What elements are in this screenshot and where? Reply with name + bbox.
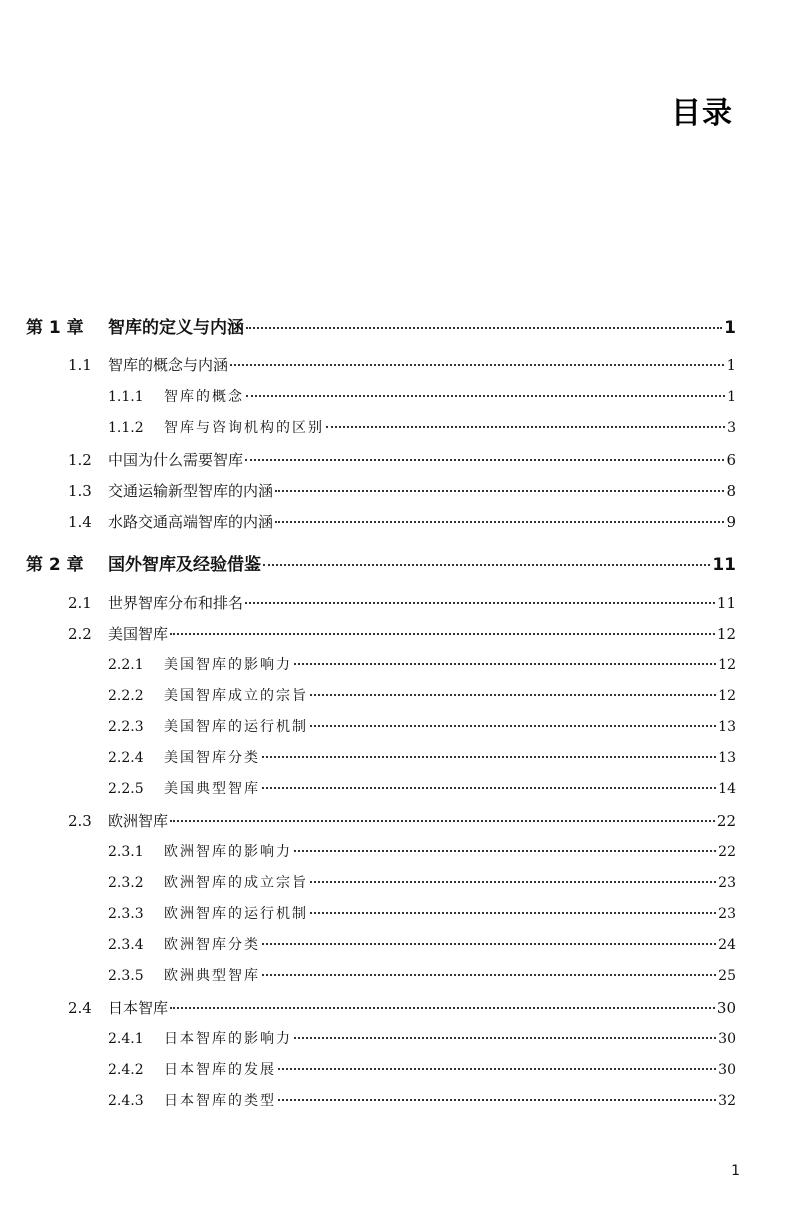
dot-leader [275, 521, 724, 523]
toc-entry-subsection [108, 652, 736, 678]
toc-entry-subsection [108, 415, 736, 441]
toc-entry-page: 23 [718, 906, 736, 922]
dot-leader [278, 1099, 716, 1101]
toc-entry-page: 30 [718, 1031, 736, 1047]
toc-entry-page: 11 [712, 555, 736, 575]
toc-entry-section [68, 447, 736, 473]
toc-entry-number: 2.4.2 [108, 1062, 144, 1078]
toc-entry-title: 美国智库的影响力 [164, 657, 292, 673]
dot-leader [310, 912, 716, 914]
toc-entry-number: 2.4.3 [108, 1093, 144, 1109]
toc-entry-number: 2.3.3 [108, 906, 144, 922]
toc-entry-subsection [108, 963, 736, 989]
dot-leader [310, 694, 716, 696]
dot-leader [310, 881, 716, 883]
toc-entry-page: 30 [718, 1062, 736, 1078]
dot-leader [278, 1068, 716, 1070]
toc-entry-title: 水路交通高端智库的内涵 [108, 513, 274, 531]
toc-entry-number: 2.2 [68, 625, 92, 643]
page-title: 目录 [671, 96, 733, 131]
toc-entry-number: 1.3 [68, 482, 92, 500]
toc-entry-title: 美国典型智库 [164, 781, 260, 797]
dot-leader [170, 633, 715, 635]
dot-leader [246, 395, 725, 397]
toc-entry-number: 1.2 [68, 451, 92, 469]
toc-entry-chapter [26, 315, 736, 341]
dot-leader [170, 820, 715, 822]
toc-entry-page: 22 [716, 812, 736, 830]
toc-entry-number: 1.4 [68, 513, 92, 531]
toc-entry-page: 12 [716, 625, 736, 643]
toc-entry-title: 欧洲智库的运行机制 [164, 906, 308, 922]
toc-entry-section [68, 995, 736, 1021]
toc-entry-number: 2.3 [68, 812, 92, 830]
toc-entry-page: 3 [727, 420, 736, 436]
page-number: 1 [731, 1163, 740, 1179]
toc-entry-subsection [108, 714, 736, 740]
toc-entry-section [68, 478, 736, 504]
dot-leader [170, 1007, 715, 1009]
toc-entry-number: 2.3.2 [108, 875, 144, 891]
toc-entry-subsection [108, 1088, 736, 1114]
toc-entry-title: 智库的定义与内涵 [108, 318, 244, 338]
toc-entry-subsection [108, 932, 736, 958]
dot-leader [230, 364, 724, 366]
toc-entry-page: 12 [718, 688, 736, 704]
toc-entry-number: 2.2.1 [108, 657, 144, 673]
toc-entry-title: 欧洲智库分类 [164, 937, 260, 953]
dot-leader [262, 756, 716, 758]
toc-entry-title: 日本智库的影响力 [164, 1031, 292, 1047]
toc-entry-number: 2.3.5 [108, 968, 144, 984]
toc-entry-title: 美国智库的运行机制 [164, 719, 308, 735]
toc-entry-title: 交通运输新型智库的内涵 [108, 482, 274, 500]
toc-entry-title: 中国为什么需要智库 [108, 451, 244, 469]
toc-entry-number: 2.2.5 [108, 781, 144, 797]
toc-entry-page: 32 [718, 1093, 736, 1109]
toc-entry-number: 2.2.4 [108, 750, 144, 766]
toc-entry-subsection [108, 870, 736, 896]
toc-entry-number: 2.2.2 [108, 688, 144, 704]
toc-entry-title: 国外智库及经验借鉴 [108, 555, 261, 575]
toc-entry-title: 欧洲智库的影响力 [164, 844, 292, 860]
toc-entry-section [68, 621, 736, 647]
toc-entry-number: 2.3.1 [108, 844, 144, 860]
toc-entry-subsection [108, 745, 736, 771]
toc-entry-section [68, 590, 736, 616]
toc-entry-subsection [108, 1057, 736, 1083]
toc-entry-subsection [108, 683, 736, 709]
toc-entry-page: 30 [716, 999, 736, 1017]
toc-entry-subsection [108, 384, 736, 410]
dot-leader [262, 974, 716, 976]
toc-entry-subsection [108, 776, 736, 802]
toc-entry-title: 欧洲智库 [108, 812, 169, 830]
dot-leader [245, 602, 715, 604]
toc-entry-number: 2.4 [68, 999, 92, 1017]
toc-entry-page: 8 [726, 482, 736, 500]
dot-leader [262, 787, 716, 789]
dot-leader [326, 426, 725, 428]
toc-entry-number: 2.2.3 [108, 719, 144, 735]
toc-entry-number: 2.3.4 [108, 937, 144, 953]
toc-entry-page: 24 [718, 937, 736, 953]
dot-leader [275, 490, 724, 492]
dot-leader [263, 564, 710, 566]
toc-entry-page: 25 [718, 968, 736, 984]
toc-entry-number: 1.1 [68, 356, 92, 374]
dot-leader [294, 850, 716, 852]
toc-entry-page: 11 [716, 594, 736, 612]
toc-entry-chapter [26, 552, 736, 578]
toc-entry-page: 13 [718, 719, 736, 735]
toc-entry-page: 14 [718, 781, 736, 797]
dot-leader [246, 327, 722, 329]
toc-entry-title: 日本智库的发展 [164, 1062, 276, 1078]
dot-leader [245, 459, 724, 461]
toc-entry-page: 1 [724, 318, 736, 338]
toc-entry-title: 日本智库的类型 [164, 1093, 276, 1109]
toc-entry-page: 22 [718, 844, 736, 860]
dot-leader [294, 1037, 716, 1039]
dot-leader [262, 943, 716, 945]
toc-entry-page: 23 [718, 875, 736, 891]
toc-entry-page: 13 [718, 750, 736, 766]
toc-entry-section [68, 352, 736, 378]
toc-entry-number: 2.1 [68, 594, 92, 612]
toc-entry-title: 智库与咨询机构的区别 [164, 420, 324, 436]
toc-entry-title: 日本智库 [108, 999, 169, 1017]
toc-entry-page: 12 [718, 657, 736, 673]
toc-entry-number: 第 2 章 [26, 555, 84, 575]
toc-entry-subsection [108, 1026, 736, 1052]
toc-entry-number: 1.1.1 [108, 389, 144, 405]
dot-leader [294, 663, 716, 665]
toc-entry-title: 美国智库分类 [164, 750, 260, 766]
toc-entry-title: 美国智库 [108, 625, 169, 643]
toc-entry-title: 世界智库分布和排名 [108, 594, 244, 612]
toc-entry-number: 1.1.2 [108, 420, 144, 436]
toc-entry-subsection [108, 839, 736, 865]
toc-entry-title: 智库的概念与内涵 [108, 356, 229, 374]
toc-entry-page: 9 [726, 513, 736, 531]
toc-entry-number: 第 1 章 [26, 318, 84, 338]
dot-leader [310, 725, 716, 727]
toc-entry-section [68, 509, 736, 535]
toc-entry-subsection [108, 901, 736, 927]
toc-entry-page: 1 [727, 389, 736, 405]
toc-entry-page: 6 [726, 451, 736, 469]
toc-entry-section [68, 808, 736, 834]
toc-entry-title: 欧洲智库的成立宗旨 [164, 875, 308, 891]
toc-entry-title: 美国智库成立的宗旨 [164, 688, 308, 704]
toc-entry-number: 2.4.1 [108, 1031, 144, 1047]
toc-entry-title: 智库的概念 [164, 389, 244, 405]
toc-entry-title: 欧洲典型智库 [164, 968, 260, 984]
toc-entry-page: 1 [726, 356, 736, 374]
